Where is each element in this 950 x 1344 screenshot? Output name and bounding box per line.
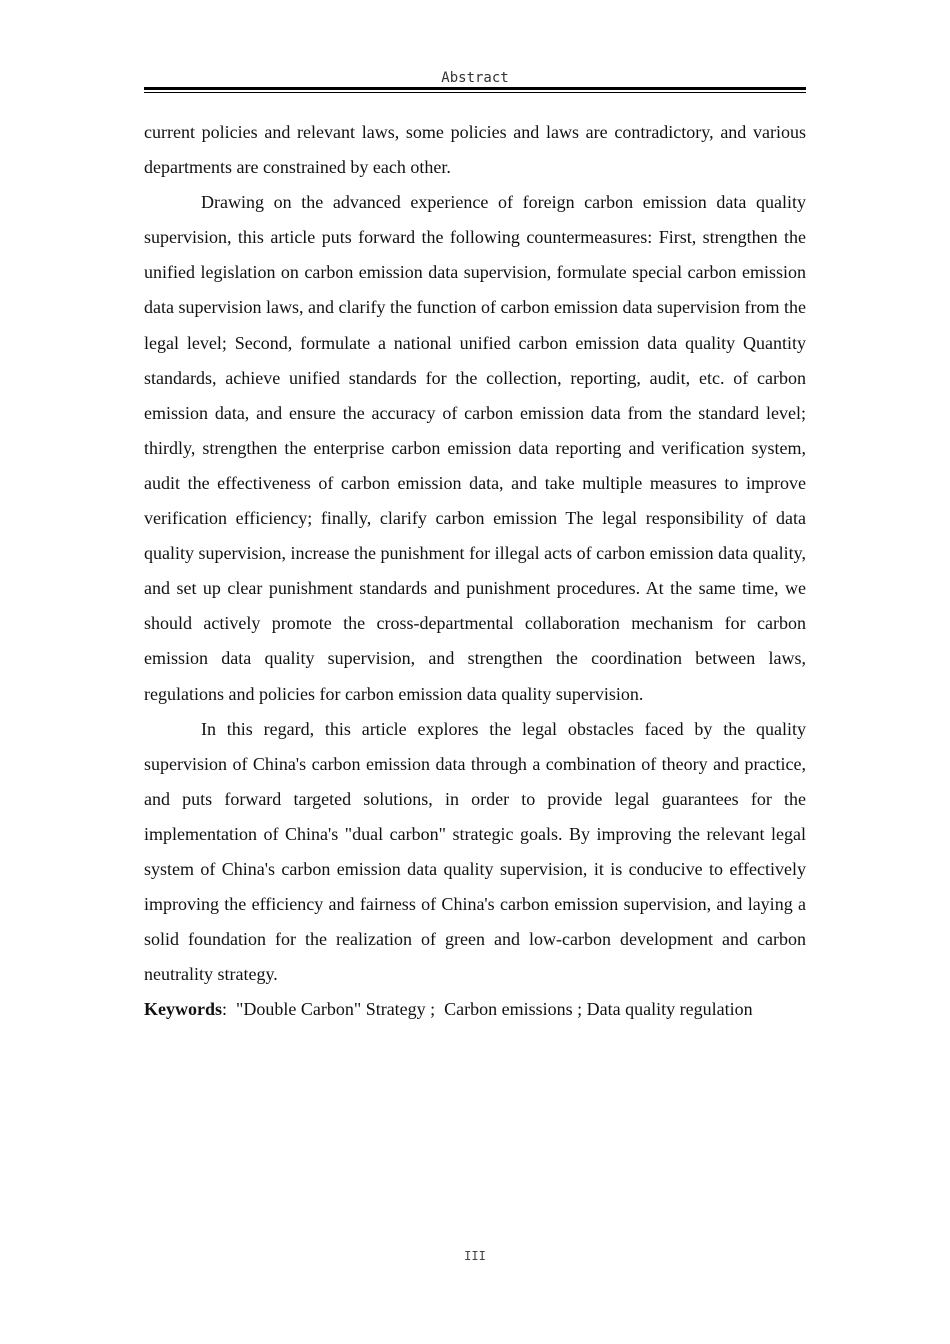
header-rule-thin xyxy=(144,92,806,93)
page-number: III xyxy=(464,1249,486,1263)
keywords-line xyxy=(144,992,806,1027)
paragraph-continuation: current policies and relevant laws, some policies and laws are contradictory, and various departments are constrained by each other. xyxy=(144,122,806,178)
keywords-text: "Double Carbon" Strategy ; Carbon emissions ; Data quality regulation xyxy=(227,999,753,1020)
keywords-label: Keywords xyxy=(144,999,222,1020)
keywords-separator: : xyxy=(222,999,228,1020)
abstract-body xyxy=(144,115,806,1027)
paragraph-conclusion: In this regard, this article explores the legal obstacles faced by the quality supervision of China's carbon emission data through a combination of theory and practice, and puts forward targeted solutions, in order to provide legal guarantees for the implementation of China's "dual carbon" strategic goals. By improving the relevant legal system of China's carbon emission data quality supervision, it is conducive to effectively improving the efficiency and fairness of China's carbon emission supervision, and laying a solid foundation for the realization of green and low-carbon development and carbon neutrality strategy. xyxy=(144,718,806,985)
header-rule-thick xyxy=(144,87,806,90)
paragraph-countermeasures: Drawing on the advanced experience of foreign carbon emission data quality supervision, this article puts forward the following countermeasures: First, strengthen the unified legislation on carbon emission data supervision, formulate special carbon emission data supervision laws, and clarify the function of carbon emission data supervision from the legal level; Second, formulate a national unified carbon emission data quality Quantity standards, achieve unified standards for the collection, reporting, audit, etc. of carbon emission data, and ensure the accuracy of carbon emission data from the standard level; thirdly, strengthen the enterprise carbon emission data reporting and verification system, audit the effectiveness of carbon emission data, and take multiple measures to improve verification efficiency; finally, clarify carbon emission The legal responsibility of data quality supervision, increase the punishment for illegal acts of carbon emission data quality, and set up clear punishment standards and punishment procedures. At the same time, we should actively promote the cross-departmental collaboration mechanism for carbon emission data quality supervision, and strengthen the coordination between laws, regulations and policies for carbon emission data quality supervision. xyxy=(144,192,806,704)
running-header-title: Abstract xyxy=(441,70,509,86)
